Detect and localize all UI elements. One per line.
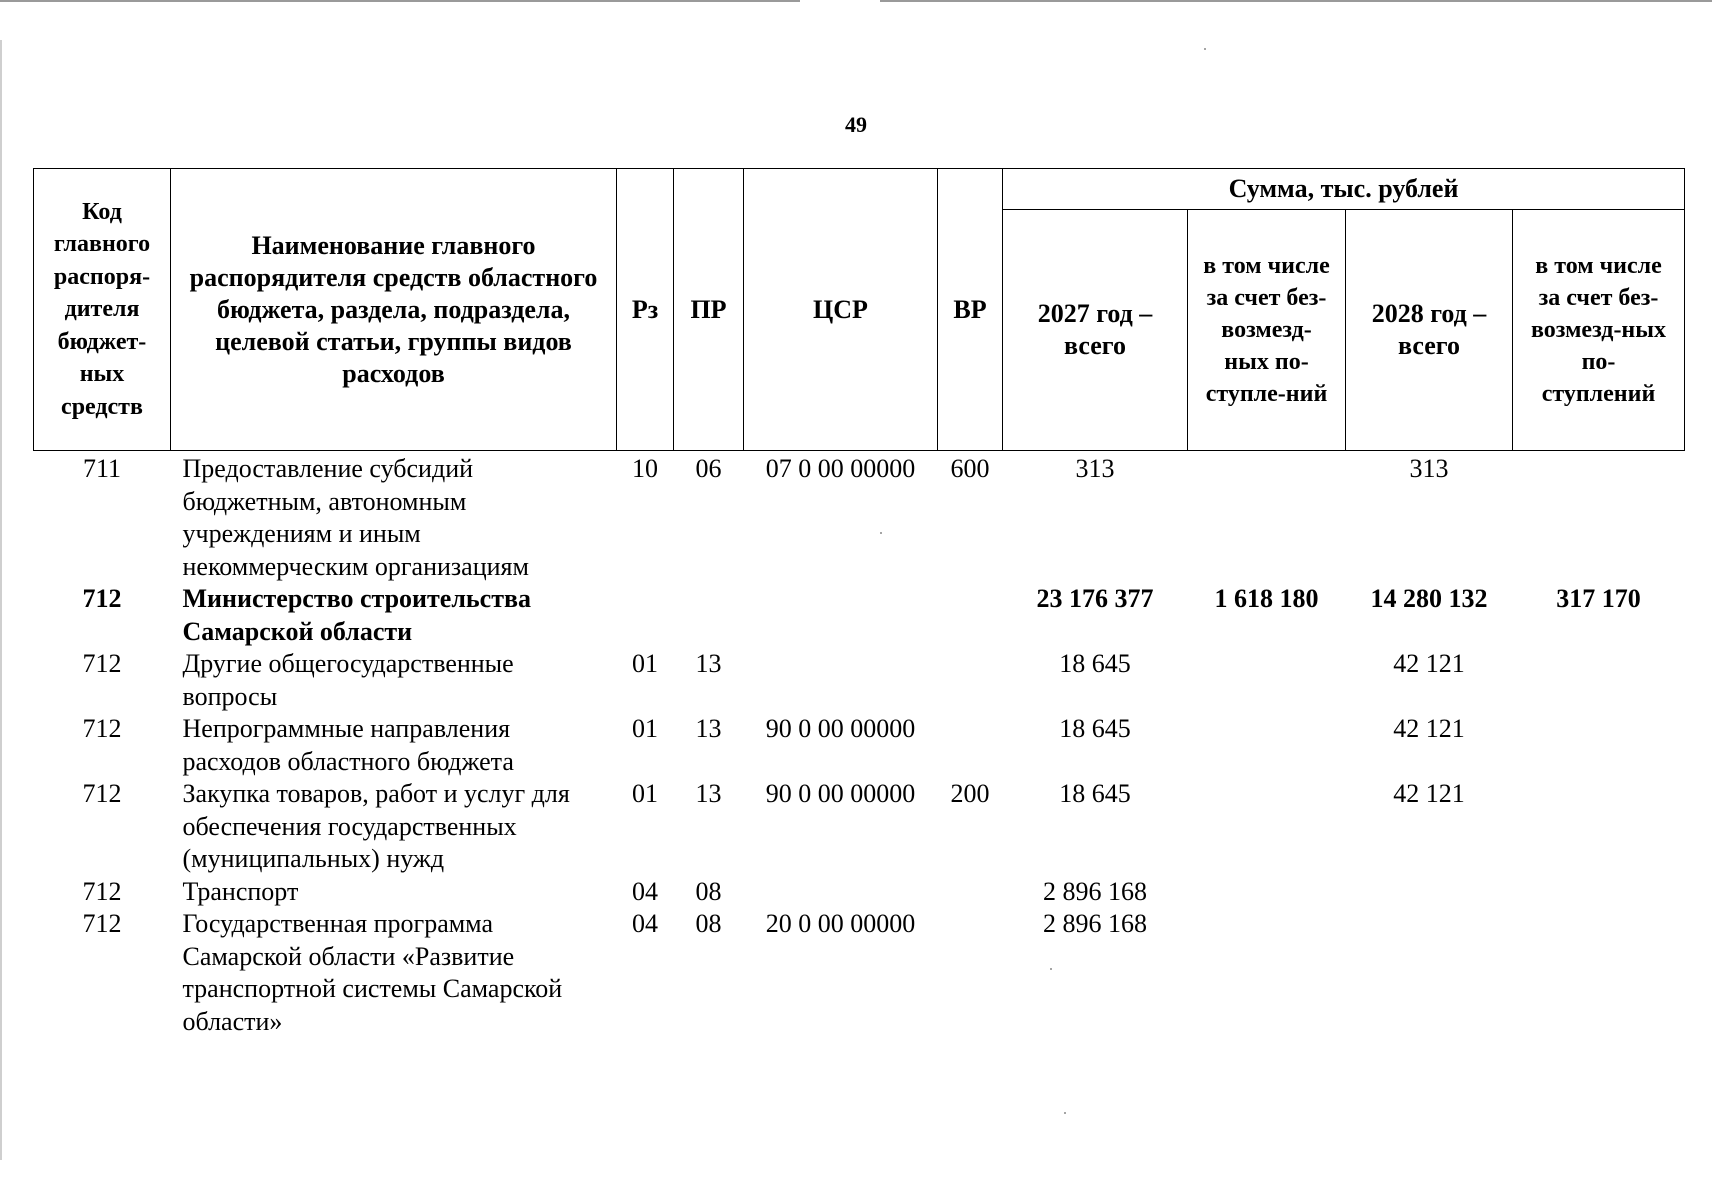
cell-name: Другие общегосударственные вопросы xyxy=(182,649,514,711)
cell-vr xyxy=(938,876,1003,909)
cell-2027-total: 23 176 377 xyxy=(1036,584,1154,613)
cell-code: 712 xyxy=(82,779,122,808)
cell-2028-total: 42 121 xyxy=(1393,714,1465,743)
cell-2027-total: 2 896 168 xyxy=(1043,876,1147,906)
table-row xyxy=(34,648,1685,713)
cell-pr: 06 xyxy=(695,454,722,483)
budget-table xyxy=(33,168,1685,1038)
cell-pr xyxy=(674,583,744,648)
cell-rz: 01 xyxy=(632,649,658,678)
table-row xyxy=(34,713,1685,778)
cell-code: 712 xyxy=(82,649,122,678)
cell-rz: 10 xyxy=(632,454,658,483)
cell-2028-grants: 317 170 xyxy=(1556,584,1641,613)
cell-2027-total: 18 645 xyxy=(1059,649,1131,678)
cell-2027-grants xyxy=(1188,908,1346,1038)
header-pr: ПР xyxy=(674,169,744,451)
cell-code: 712 xyxy=(82,714,122,743)
cell-rz: 04 xyxy=(632,909,658,938)
cell-2027-grants xyxy=(1188,713,1346,778)
header-2028-grants: в том числе за счет без-возмезд-ных по-ступлений xyxy=(1513,210,1685,451)
page-number: 49 xyxy=(845,112,867,137)
table-row xyxy=(34,876,1685,909)
cell-vr xyxy=(938,648,1003,713)
cell-2028-total xyxy=(1346,908,1513,1038)
cell-2028-total: 313 xyxy=(1409,454,1449,483)
cell-vr: 200 xyxy=(950,779,990,808)
cell-2027-grants: 1 618 180 xyxy=(1214,584,1319,613)
cell-2028-grants xyxy=(1513,876,1685,909)
scan-speck xyxy=(1204,48,1206,50)
scan-artifact-top-right xyxy=(880,0,1712,2)
header-2027-grants: в том числе за счет без-возмезд-ных по-ступле-ний xyxy=(1188,210,1346,451)
cell-2027-total: 18 645 xyxy=(1059,714,1131,743)
cell-2027-grants xyxy=(1188,778,1346,876)
cell-pr: 08 xyxy=(695,909,722,938)
scan-speck xyxy=(1064,1112,1066,1114)
cell-csr: 07 0 00 00000 xyxy=(765,454,916,483)
cell-2028-total xyxy=(1346,876,1513,909)
table-row xyxy=(34,908,1685,1038)
cell-vr xyxy=(938,713,1003,778)
cell-csr: 90 0 00 00000 xyxy=(765,714,916,743)
header-csr: ЦСР xyxy=(744,169,938,451)
cell-vr xyxy=(938,908,1003,1038)
cell-rz: 01 xyxy=(632,779,658,808)
cell-2028-grants xyxy=(1513,908,1685,1038)
cell-2027-total: 18 645 xyxy=(1059,779,1131,808)
cell-vr xyxy=(938,583,1003,648)
cell-rz: 04 xyxy=(632,876,658,906)
cell-csr: 20 0 00 00000 xyxy=(765,909,916,938)
cell-2028-total: 14 280 132 xyxy=(1370,584,1488,613)
scan-artifact-top-left xyxy=(0,0,800,2)
cell-2027-grants xyxy=(1188,876,1346,909)
cell-name: Государственная программа Самарской области «Развитие транспортной системы Самарской области» xyxy=(182,909,563,1036)
cell-pr: 13 xyxy=(695,779,722,808)
cell-name: Закупка товаров, работ и услуг для обеспечения государственных (муниципальных) нужд xyxy=(182,779,570,873)
cell-2027-grants xyxy=(1188,451,1346,584)
cell-2028-grants xyxy=(1513,778,1685,876)
cell-csr xyxy=(744,583,938,648)
cell-code: 711 xyxy=(82,454,122,483)
header-vr: ВР xyxy=(938,169,1003,451)
cell-name: Предоставление субсидий бюджетным, автономным учреждениям и иным некоммерческим организациям xyxy=(182,454,529,581)
cell-rz xyxy=(617,583,674,648)
table-row xyxy=(34,583,1685,648)
cell-2028-grants xyxy=(1513,451,1685,584)
cell-code: 712 xyxy=(82,876,122,906)
cell-2028-grants xyxy=(1513,713,1685,778)
table-row xyxy=(34,778,1685,876)
cell-rz: 01 xyxy=(632,714,658,743)
cell-2028-total: 42 121 xyxy=(1393,649,1465,678)
cell-pr: 13 xyxy=(695,714,722,743)
table-body xyxy=(34,451,1685,1039)
header-sum-group: Сумма, тыс. рублей xyxy=(1003,169,1685,210)
scan-artifact-left-edge xyxy=(0,40,2,1160)
cell-2027-total: 2 896 168 xyxy=(1043,909,1147,938)
header-2028-total: 2028 год – всего xyxy=(1346,210,1513,451)
cell-name: Министерство строительства Самарской области xyxy=(182,584,532,646)
cell-2028-grants xyxy=(1513,648,1685,713)
cell-csr xyxy=(744,648,938,713)
cell-code: 712 xyxy=(82,584,122,613)
cell-code: 712 xyxy=(82,909,122,938)
header-code: Код главного распоря-дителя бюджет-ных средств xyxy=(34,169,171,451)
header-2027-total: 2027 год – всего xyxy=(1003,210,1188,451)
header-name: Наименование главного распорядителя средств областного бюджета, раздела, подраздела, целевой статьи, группы видов расходов xyxy=(171,169,617,451)
cell-pr: 13 xyxy=(695,649,722,678)
cell-name: Непрограммные направления расходов областного бюджета xyxy=(182,714,514,776)
header-rz: Рз xyxy=(617,169,674,451)
cell-csr: 90 0 00 00000 xyxy=(765,779,916,808)
table-row xyxy=(34,451,1685,584)
cell-2027-total: 313 xyxy=(1075,454,1115,483)
cell-2027-grants xyxy=(1188,648,1346,713)
cell-vr: 600 xyxy=(950,454,990,483)
cell-name: Транспорт xyxy=(182,876,299,906)
cell-2028-total: 42 121 xyxy=(1393,779,1465,808)
table-header xyxy=(34,169,1685,451)
cell-csr xyxy=(744,876,938,909)
cell-pr: 08 xyxy=(695,876,722,906)
